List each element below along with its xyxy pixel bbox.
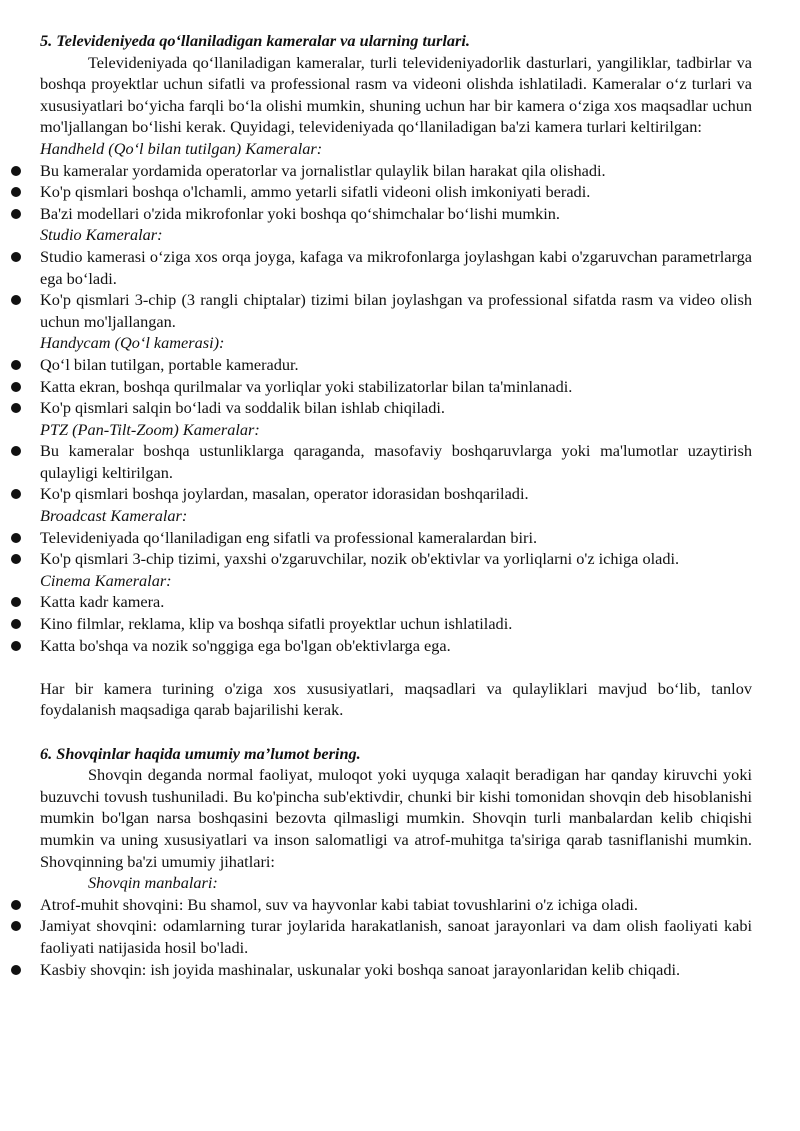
list-item <box>40 440 752 483</box>
bullet-icon <box>11 360 21 370</box>
list-item-text: Ko'p qismlari 3-chip tizimi, yaxshi o'zgaruvchilar, nozik ob'ektivlar va yorliqlarni o'z ichiga oladi. <box>40 549 680 569</box>
intro-paragraph: Televideniyada qo‘llaniladigan kameralar, turli televideniyadorlik dasturlari, yangiliklar, tadbirlar va boshqa proyektlar uchun sifatli va professional rasm va videoni olishda ishlatiladi. Kameralar o‘z turlari va xususiyatlari bo‘yicha farqli bo‘la olishi mumkin, shuning uchun har bir kamera o‘ziga xos maqsadlar uchun mo'ljallangan bo‘lishi kerak. Quyidagi, televideniyada qo‘llaniladigan ba'zi kamera turlari keltirilgan: <box>40 52 752 137</box>
bullet-icon <box>11 489 21 499</box>
bullet-icon <box>11 209 21 219</box>
group-title-broadcast: Broadcast Kameralar: <box>40 506 188 526</box>
list-item <box>40 959 752 981</box>
list-item-text: Studio kamerasi o‘ziga xos orqa joyga, kafaga va mikrofonlarga joylashgan kabi o'zgaruvchan parametrlarga ega bo‘ladi. <box>40 246 752 288</box>
list-item <box>40 635 752 657</box>
bullet-icon <box>11 446 21 456</box>
list-item-text: Televideniyada qo‘llaniladigan eng sifatli va professional kameralardan biri. <box>40 527 538 547</box>
bullet-icon <box>11 187 21 197</box>
list-item-text: Ba'zi modellari o'zida mikrofonlar yoki boshqa qo‘shimchalar bo‘lishi mumkin. <box>40 203 560 223</box>
list-item-text: Bu kameralar boshqa ustunliklarga qaraganda, masofaviy boshqaruvlarga yoki ma'lumotlar uzaytirish qulayligi keltirilgan. <box>40 441 752 482</box>
list-item-text: Kino filmlar, reklama, klip va boshqa sifatli proyektlar uchun ishlatiladi. <box>40 614 513 634</box>
bullet-icon <box>11 921 21 931</box>
group-title-noise-sources: Shovqin manbalari: <box>88 873 218 893</box>
list-item-text: Katta kadr kamera. <box>40 592 165 612</box>
list-item <box>40 160 752 182</box>
bullet-list-handycam <box>40 354 752 419</box>
list-item <box>40 354 752 376</box>
section-cameras <box>40 30 752 721</box>
group-title-handheld: Handheld (Qo‘l bilan tutilgan) Kameralar: <box>40 138 323 158</box>
bullet-list-studio <box>40 246 752 332</box>
list-item-text: Atrof-muhit shovqini: Bu shamol, suv va hayvonlar kabi tabiat tovushlarini o'z ichiga oladi. <box>40 894 639 914</box>
group-title-handycam: Handycam (Qo‘l kamerasi): <box>40 333 225 353</box>
bullet-icon <box>11 166 21 176</box>
list-item <box>40 289 752 332</box>
bullet-icon <box>11 965 21 975</box>
section-noise <box>40 743 752 981</box>
bullet-icon <box>11 619 21 629</box>
document-page <box>40 30 752 980</box>
list-item-text: Ko'p qismlari boshqa joylardan, masalan, operator idorasidan boshqariladi. <box>40 484 529 504</box>
list-item-text: Katta bo'shqa va nozik so'nggiga ega bo'lgan ob'ektivlarga ega. <box>40 635 451 655</box>
list-item <box>40 613 752 635</box>
bullet-list-broadcast <box>40 527 752 570</box>
list-item-text: Qo‘l bilan tutilgan, portable kameradur. <box>40 354 299 374</box>
bullet-list-noise-sources <box>40 894 752 980</box>
list-item <box>40 397 752 419</box>
bullet-icon <box>11 900 21 910</box>
list-item-text: Jamiyat shovqini: odamlarning turar joylarida harakatlanish, sanoat jarayonlari va dam olish faoliyati kabi faoliyati natijasida hosil bo'ladi. <box>40 916 752 957</box>
intro-paragraph: Shovqin deganda normal faoliyat, muloqot yoki uyquga xalaqit beradigan har qanday kiruvchi yoki buzuvchi tovush tushuniladi. Bu ko'pincha sub'ektivdir, chunki bir kishi tomonidan shovqin deb hisoblanishi mumkin bo'lgan narsa boshqasini bezovta qilmasligi mumkin. Shovqin turli manbalardan kelib chiqishi mumkin va uning xususiyatlari va inson salomatligi va atrof-muhitga ta'siriga qarab tasniflanishi mumkin. Shovqinning ba'zi umumiy jihatlari: <box>40 765 752 871</box>
bullet-icon <box>11 554 21 564</box>
bullet-icon <box>11 382 21 392</box>
list-item-text: Ko'p qismlari salqin bo‘ladi va soddalik bilan ishlab chiqiladi. <box>40 398 445 418</box>
list-item <box>40 203 752 225</box>
bullet-icon <box>11 295 21 305</box>
group-title-studio: Studio Kameralar: <box>40 225 163 245</box>
group-title-cinema: Cinema Kameralar: <box>40 570 172 590</box>
spacer <box>40 721 752 743</box>
bullet-icon <box>11 641 21 651</box>
list-item-text: Ko'p qismlari 3-chip (3 rangli chiptalar) tizimi bilan joylashgan va professional sifatda rasm va video olish uchun mo'ljallangan. <box>40 290 752 331</box>
list-item <box>40 527 752 549</box>
spacer <box>40 656 752 678</box>
group-title-ptz: PTZ (Pan-Tilt-Zoom) Kameralar: <box>40 419 260 439</box>
bullet-icon <box>11 403 21 413</box>
list-item <box>40 915 752 958</box>
list-item-text: Kasbiy shovqin: ish joyida mashinalar, uskunalar yoki boshqa sanoat jarayonlaridan kelib chiqadi. <box>40 959 681 979</box>
list-item <box>40 181 752 203</box>
list-item-text: Bu kameralar yordamida operatorlar va jornalistlar qulaylik bilan harakat qila olishadi. <box>40 160 606 180</box>
section-heading: 6. Shovqinlar haqida umumiy ma’lumot bering. <box>40 743 361 763</box>
bullet-icon <box>11 597 21 607</box>
list-item <box>40 483 752 505</box>
list-item <box>40 246 752 289</box>
bullet-icon <box>11 533 21 543</box>
list-item-text: Katta ekran, boshqa qurilmalar va yorliqlar yoki stabilizatorlar bilan ta'minlanadi. <box>40 376 573 396</box>
list-item <box>40 376 752 398</box>
list-item <box>40 894 752 916</box>
bullet-list-ptz <box>40 440 752 505</box>
list-item-text: Ko'p qismlari boshqa o'lchamli, ammo yetarli sifatli videoni olish imkoniyati beradi. <box>40 182 591 202</box>
bullet-icon <box>11 252 21 262</box>
bullet-list-handheld <box>40 160 752 225</box>
list-item <box>40 591 752 613</box>
conclusion-paragraph: Har bir kamera turining o'ziga xos xususiyatlari, maqsadlari va qulayliklari mavjud bo‘lib, tanlov foydalanish maqsadiga qarab bajarilishi kerak. <box>40 678 752 720</box>
bullet-list-cinema <box>40 591 752 656</box>
list-item <box>40 548 752 570</box>
section-heading: 5. Televideniyeda qo‘llaniladigan kameralar va ularning turlari. <box>40 31 470 50</box>
